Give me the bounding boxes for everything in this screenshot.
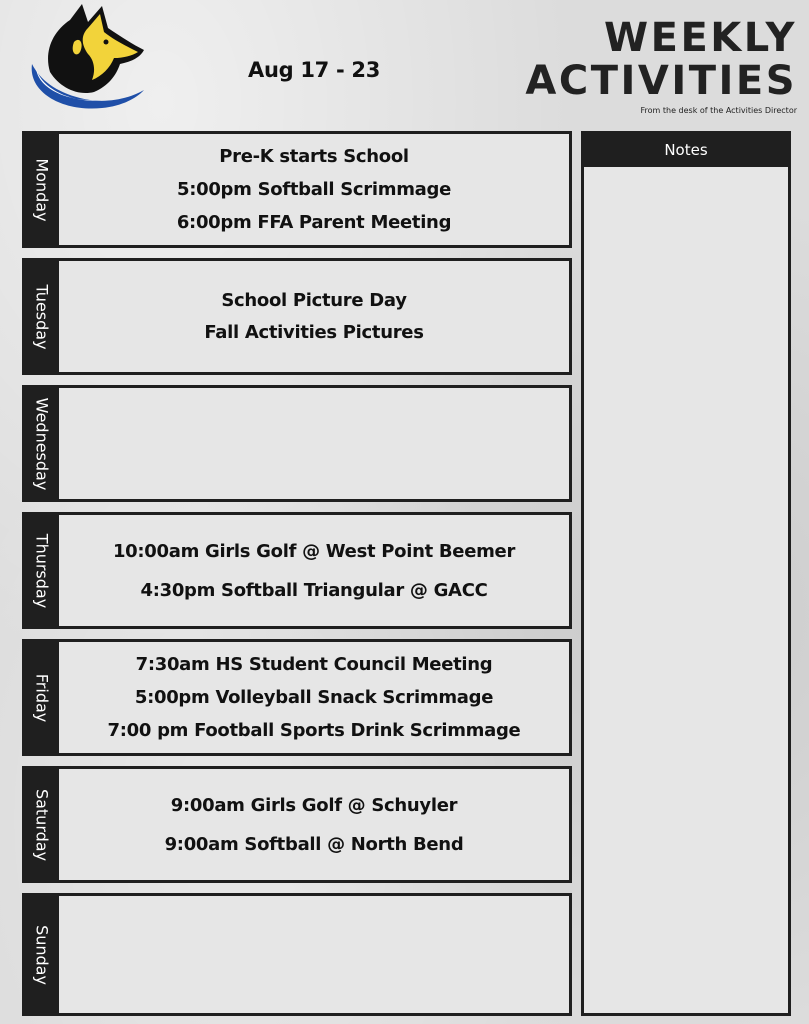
day-tab-wednesday (25, 388, 59, 499)
title-line-weekly: WEEKLY (604, 15, 797, 61)
event-item: Pre-K starts School (219, 146, 409, 167)
day-label-saturday: Saturday (32, 788, 52, 861)
event-item: 7:00 pm Football Sports Drink Scrimmage (107, 720, 521, 741)
page-subtitle: From the desk of the Activities Director (640, 106, 797, 115)
day-box-wednesday (22, 385, 572, 502)
event-item: School Picture Day (221, 290, 407, 311)
day-events-tuesday (59, 261, 569, 372)
day-tab-friday (25, 642, 59, 753)
event-item: 5:00pm Volleyball Snack Scrimmage (134, 687, 494, 708)
event-item: Fall Activities Pictures (204, 322, 424, 343)
day-label-friday: Friday (32, 673, 52, 722)
day-tab-sunday (25, 896, 59, 1013)
husky-logo-icon (22, 2, 150, 112)
day-tab-tuesday (25, 261, 59, 372)
day-box-thursday (22, 512, 572, 629)
event-item: 4:30pm Softball Triangular @ GACC (140, 579, 488, 601)
date-range: Aug 17 - 23 (248, 58, 381, 82)
notes-header: Notes (584, 134, 788, 167)
event-item: 5:00pm Softball Scrimmage (176, 179, 451, 200)
day-tab-thursday (25, 515, 59, 626)
page-title (525, 16, 797, 115)
title-line-activities: ACTIVITIES (525, 58, 797, 104)
day-label-monday: Monday (32, 157, 52, 222)
day-events-saturday (59, 769, 569, 880)
event-item: 9:00am Softball @ North Bend (164, 833, 464, 855)
day-box-friday (22, 639, 572, 756)
day-events-wednesday (59, 388, 569, 499)
day-events-sunday (59, 896, 569, 1013)
day-label-wednesday: Wednesday (32, 397, 52, 490)
day-events-thursday (59, 515, 569, 626)
day-box-tuesday (22, 258, 572, 375)
day-tab-monday (25, 134, 59, 245)
day-box-monday (22, 131, 572, 248)
day-label-thursday: Thursday (32, 533, 52, 608)
day-label-sunday: Sunday (32, 924, 52, 985)
notes-panel (581, 131, 791, 1016)
event-item: 7:30am HS Student Council Meeting (135, 654, 493, 675)
day-box-sunday (22, 893, 572, 1016)
day-box-saturday (22, 766, 572, 883)
event-item: 9:00am Girls Golf @ Schuyler (170, 794, 458, 816)
day-events-friday (59, 642, 569, 753)
day-events-monday (59, 134, 569, 245)
event-item: 10:00am Girls Golf @ West Point Beemer (112, 540, 516, 562)
day-tab-saturday (25, 769, 59, 880)
event-item: 6:00pm FFA Parent Meeting (176, 212, 452, 233)
day-label-tuesday: Tuesday (32, 283, 52, 350)
